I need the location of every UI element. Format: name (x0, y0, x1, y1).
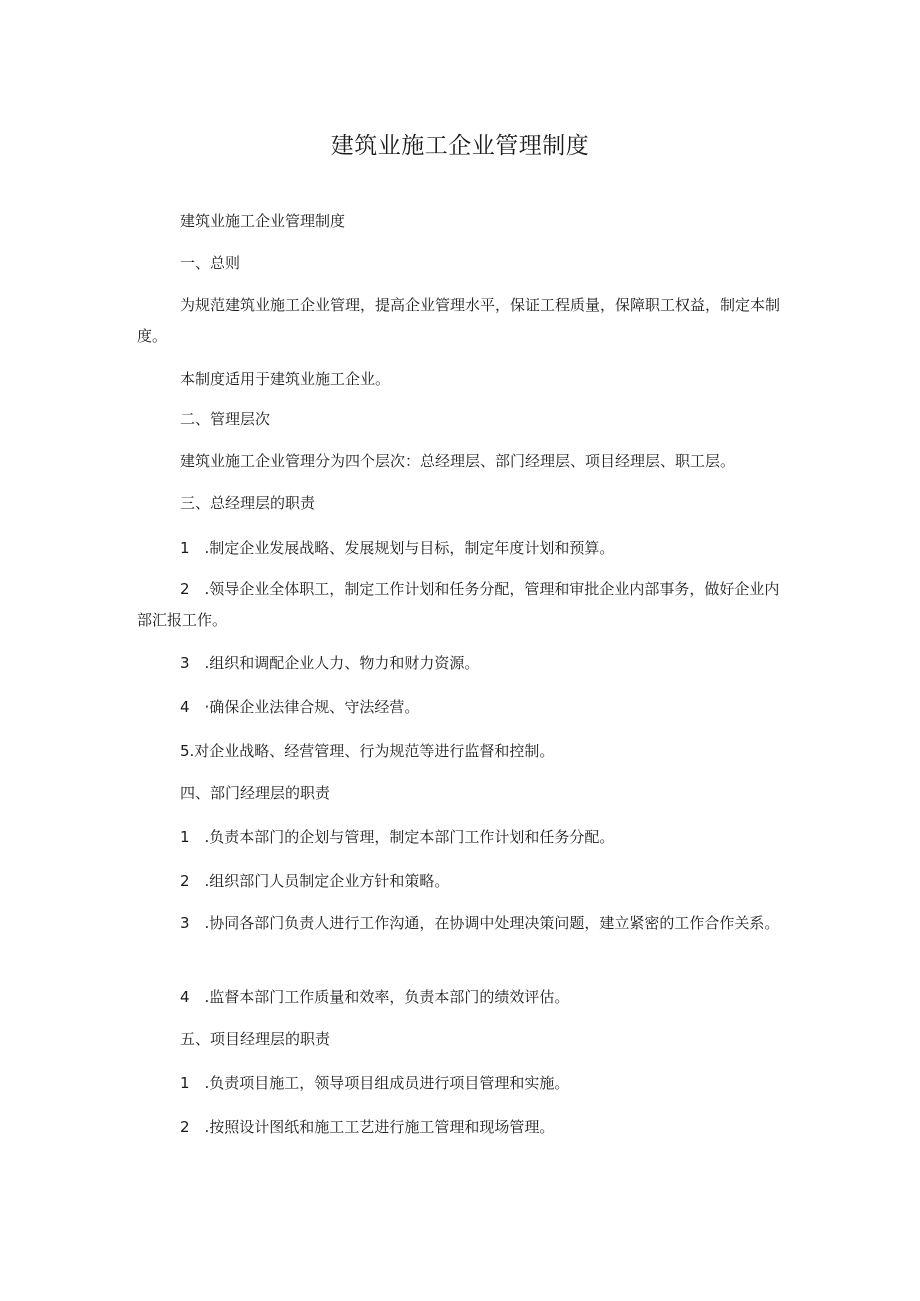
list-item-dept-1: 1 .负责本部门的企划与管理，制定本部门工作计划和任务分配。 (180, 828, 615, 846)
heading-pm-duties: 五、项目经理层的职责 (180, 1030, 331, 1048)
list-item-gm-1: 1 .制定企业发展战略、发展规划与目标，制定年度计划和预算。 (180, 539, 615, 557)
heading-gm-duties: 三、总经理层的职责 (180, 494, 316, 512)
list-item-pm-2: 2 .按照设计图纸和施工工艺进行施工管理和现场管理。 (180, 1118, 555, 1136)
heading-dept-duties: 四、部门经理层的职责 (180, 784, 331, 802)
paragraph-scope: 本制度适用于建筑业施工企业。 (180, 370, 391, 388)
list-item-pm-1: 1 .负责项目施工，领导项目组成员进行项目管理和实施。 (180, 1074, 570, 1092)
paragraph-purpose: 为规范建筑业施工企业管理，提高企业管理水平，保证工程质量，保障职工权益，制定本制度。 (137, 296, 781, 345)
list-item-gm-5: 5.对企业战略、经营管理、行为规范等进行监督和控制。 (180, 742, 555, 760)
list-item-gm-4: 4 ·确保企业法律合规、守法经营。 (180, 698, 420, 716)
heading-general: 一、总则 (180, 254, 241, 272)
paragraph-levels: 建筑业施工企业管理分为四个层次：总经理层、部门经理层、项目经理层、职工层。 (180, 452, 736, 470)
paragraph-subtitle: 建筑业施工企业管理制度 (180, 212, 346, 230)
document-title: 建筑业施工企业管理制度 (330, 133, 590, 159)
list-item-dept-2: 2 .组织部门人员制定企业方针和策略。 (180, 872, 450, 890)
list-item-gm-2: 2 .领导企业全体职工，制定工作计划和任务分配，管理和审批企业内部事务，做好企业内部汇报工作。 (137, 580, 780, 629)
list-item-dept-3: 3 .协同各部门负责人进行工作沟通，在协调中处理决策问题，建立紧密的工作合作关系。 (180, 914, 780, 932)
heading-management-levels: 二、管理层次 (180, 410, 271, 428)
list-item-dept-4: 4 .监督本部门工作质量和效率，负责本部门的绩效评估。 (180, 988, 570, 1006)
list-item-gm-3: 3 .组织和调配企业人力、物力和财力资源。 (180, 654, 480, 672)
